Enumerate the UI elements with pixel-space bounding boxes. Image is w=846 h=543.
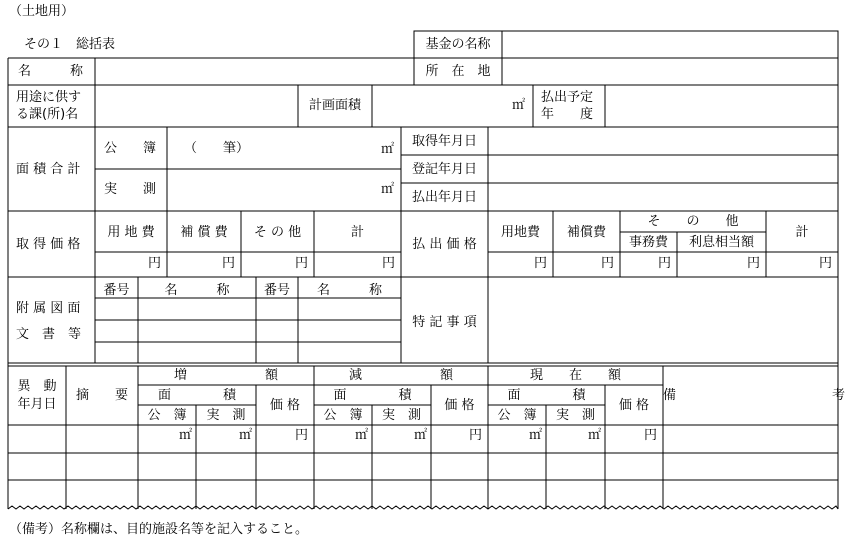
- location-label: 所 在 地: [425, 64, 491, 79]
- dec-survey-unit: ㎡: [413, 428, 427, 443]
- change-date-label-2: 年月日: [17, 397, 57, 412]
- dec-price-unit: 円: [468, 428, 482, 443]
- acquisition-date-label: 取得年月日: [411, 134, 477, 149]
- acq-land-cost-header: 用 地 費: [107, 225, 155, 240]
- inc-survey-header: 実 測: [206, 408, 246, 423]
- acq-other-yen: 円: [294, 256, 308, 271]
- cur-price-unit: 円: [643, 428, 657, 443]
- change-date-label-1: 異 動: [17, 379, 57, 394]
- form-title: その１ 総括表: [24, 37, 116, 52]
- acq-comp-yen: 円: [221, 256, 235, 271]
- cur-register-unit: ㎡: [528, 428, 542, 443]
- inc-price-unit: 円: [294, 428, 308, 443]
- disp-interest-header: 利息相当額: [688, 235, 754, 250]
- register-value: （ 筆）: [184, 141, 250, 156]
- remarks-header: 備 考: [663, 388, 846, 403]
- increase-header: 増 額: [173, 368, 278, 383]
- inc-area-header: 面 積: [157, 388, 236, 403]
- area-total-label: 面 積 合 計: [16, 162, 81, 177]
- disp-compensation-header: 補償費: [566, 225, 606, 240]
- attach-name-header-2: 名 称: [316, 283, 382, 298]
- disp-total-header: 計: [795, 225, 809, 240]
- register-unit: ㎡: [381, 142, 395, 157]
- disposal-price-label: 払 出 価 格: [412, 237, 477, 252]
- dec-area-header: 面 積: [333, 388, 412, 403]
- registration-date-label: 登記年月日: [411, 162, 477, 177]
- acq-total-yen: 円: [381, 256, 395, 271]
- disposal-year-label-1: 払出予定: [541, 90, 594, 105]
- disp-land-yen: 円: [533, 256, 547, 271]
- register-label: 公 簿: [104, 141, 157, 156]
- torn-edge: [8, 506, 838, 509]
- cur-price-header: 価 格: [618, 398, 650, 413]
- plan-area-label: 計画面積: [308, 98, 361, 113]
- attach-number-header-1: 番号: [103, 283, 130, 298]
- name-label: 名 称: [18, 64, 84, 79]
- cur-register-header: 公 簿: [497, 408, 537, 423]
- inc-survey-unit: ㎡: [238, 428, 252, 443]
- disp-office-cost-header: 事務費: [628, 235, 668, 250]
- land-use-label: （土地用）: [9, 4, 75, 19]
- attachments-label-2: 文 書 等: [16, 327, 82, 342]
- dec-survey-header: 実 測: [381, 408, 421, 423]
- acq-land-yen: 円: [147, 256, 161, 271]
- dec-price-header: 価 格: [444, 398, 475, 413]
- disp-comp-yen: 円: [600, 256, 614, 271]
- disp-interest-yen: 円: [746, 256, 760, 271]
- disp-office-yen: 円: [657, 256, 671, 271]
- summary-label: 摘 要: [75, 388, 128, 403]
- attach-name-header-1: 名 称: [164, 283, 230, 298]
- inc-register-header: 公 簿: [147, 408, 187, 423]
- inc-register-unit: ㎡: [178, 428, 192, 443]
- acq-compensation-header: 補 償 費: [180, 225, 228, 240]
- attachments-label-1: 附 属 図 面: [16, 301, 81, 316]
- survey-unit: ㎡: [381, 182, 395, 197]
- footnote: （備考）名称欄は、目的施設名等を記入すること。: [9, 522, 309, 537]
- disposal-date-label: 払出年月日: [411, 190, 477, 205]
- use-label-2: る課(所)名: [16, 107, 79, 122]
- dec-register-header: 公 簿: [323, 408, 363, 423]
- disp-total-yen: 円: [818, 256, 832, 271]
- disp-land-cost-header: 用地費: [500, 225, 540, 240]
- cur-area-header: 面 積: [507, 388, 586, 403]
- current-amount-header: 現 在 額: [529, 368, 621, 383]
- plan-area-unit: ㎡: [512, 98, 526, 113]
- special-notes-label: 特 記 事 項: [412, 315, 477, 330]
- disp-other-header: そ の 他: [647, 214, 739, 229]
- cur-survey-header: 実 測: [555, 408, 595, 423]
- use-label-1: 用途に供す: [16, 90, 82, 105]
- decrease-header: 減 額: [348, 368, 453, 383]
- cur-survey-unit: ㎡: [587, 428, 601, 443]
- acq-total-header: 計: [350, 225, 364, 240]
- dec-register-unit: ㎡: [354, 428, 368, 443]
- fund-name-label: 基金の名称: [425, 37, 491, 52]
- attach-number-header-2: 番号: [263, 283, 290, 298]
- acquisition-price-label: 取 得 価 格: [16, 237, 81, 252]
- survey-label: 実 測: [104, 182, 157, 197]
- inc-price-header: 価 格: [269, 398, 301, 413]
- acq-other-header: そ の 他: [253, 225, 302, 240]
- disposal-year-label-2: 年 度: [541, 107, 594, 122]
